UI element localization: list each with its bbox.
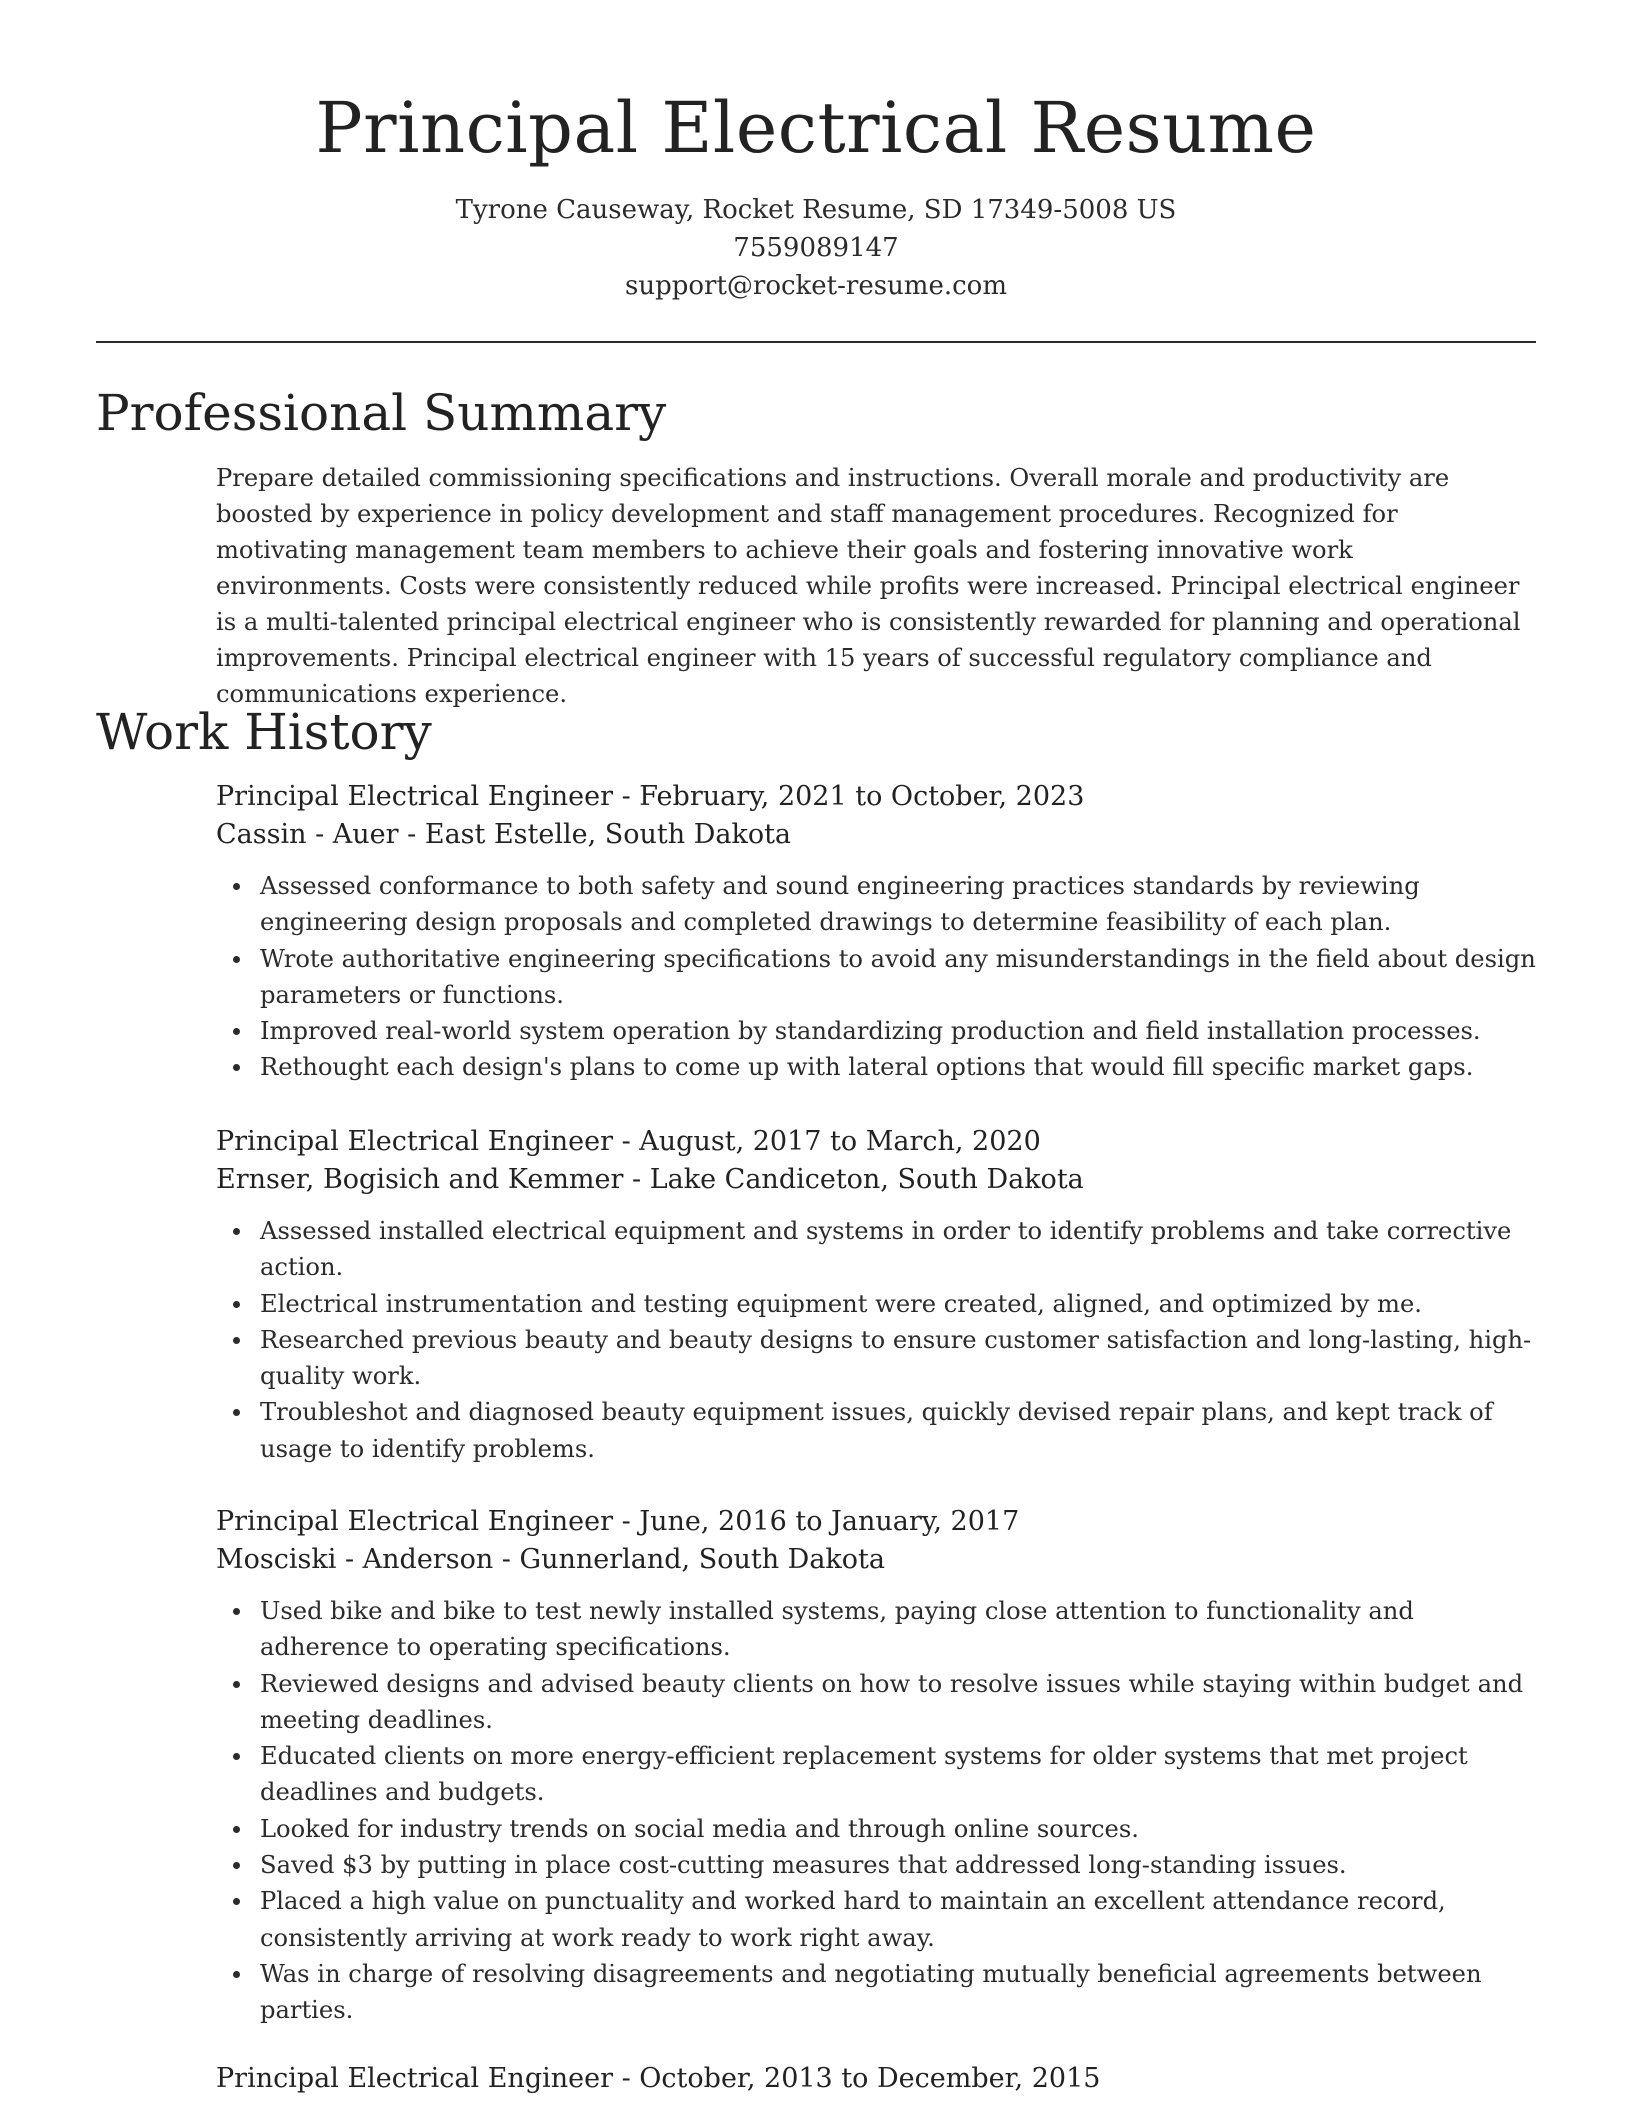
- job-title: Principal Electrical Engineer: [216, 781, 613, 812]
- job-bullet: Saved $3 by putting in place cost-cutting measures that addressed long-standing issues.: [260, 1847, 1536, 1883]
- contact-info: [0, 191, 1632, 305]
- job-entry: [216, 2060, 1536, 2098]
- job-bullet: Reviewed designs and advised beauty clients on how to resolve issues while staying within budget and meeting deadlines.: [260, 1666, 1536, 1739]
- job-bullet: Placed a high value on punctuality and worked hard to maintain an excellent attendance record, consistently arriving at work ready to work right away.: [260, 1883, 1536, 1956]
- work-history-heading: Work History: [96, 703, 432, 761]
- job-entry: [216, 778, 1536, 1086]
- job-bullet: Electrical instrumentation and testing equipment were created, aligned, and optimized by me.: [260, 1286, 1536, 1322]
- job-company-line: Mosciski - Anderson - Gunnerland, South Dakota: [216, 1544, 885, 1575]
- resume-title: Principal Electrical Resume: [315, 87, 1317, 169]
- job-bullet: Troubleshot and diagnosed beauty equipment issues, quickly devised repair plans, and kept track of usage to identify problems.: [260, 1394, 1536, 1467]
- job-bullet: Was in charge of resolving disagreements and negotiating mutually beneficial agreements between parties.: [260, 1956, 1536, 2029]
- job-bullet: Improved real-world system operation by standardizing production and field installation processes.: [260, 1013, 1536, 1049]
- job-bullet: Researched previous beauty and beauty designs to ensure customer satisfaction and long-lasting, high-quality work.: [260, 1322, 1536, 1395]
- job-bullets: [216, 868, 1536, 1086]
- job-dates: October, 2013 to December, 2015: [639, 2063, 1101, 2094]
- job-title-line: Principal Electrical Engineer - October, 2013 to December, 2015: [216, 2063, 1101, 2094]
- job-bullet: Educated clients on more energy-efficient replacement systems for older systems that met project deadlines and budgets.: [260, 1738, 1536, 1811]
- job-company-line: Cassin - Auer - East Estelle, South Dakota: [216, 819, 792, 850]
- job-title-line: Principal Electrical Engineer - June, 2016 to January, 2017: [216, 1506, 1020, 1537]
- job-bullet: Used bike and bike to test newly installed systems, paying close attention to functionality and adherence to operating specifications.: [260, 1593, 1536, 1666]
- contact-address: Tyrone Causeway, Rocket Resume, SD 17349-5008 US: [455, 195, 1177, 225]
- summary-text: Prepare detailed commissioning specifications and instructions. Overall morale and productivity are boosted by experience in policy development and staff management procedures. Recognized for motivating management team members to achieve their goals and fostering innovative work environments. Costs were consistently reduced while profits were increased. Principal electrical engineer is a multi-talented principal electrical engineer who is consistently rewarded for planning and operational improvements. Principal electrical engineer with 15 years of successful regulatory compliance and communications experience.: [216, 464, 1521, 708]
- job-entry: [216, 1503, 1536, 2029]
- job-location: East Estelle, South Dakota: [424, 819, 792, 850]
- job-dates: August, 2017 to March, 2020: [639, 1126, 1041, 1157]
- job-company-line: Ernser, Bogisich and Kemmer - Lake Candiceton, South Dakota: [216, 1164, 1084, 1195]
- job-location: Gunnerland, South Dakota: [519, 1544, 885, 1575]
- job-title-line: Principal Electrical Engineer - February, 2021 to October, 2023: [216, 781, 1085, 812]
- job-dates: June, 2016 to January, 2017: [639, 1506, 1020, 1537]
- job-company: Cassin - Auer: [216, 819, 399, 850]
- job-bullet: Wrote authoritative engineering specifications to avoid any misunderstandings in the field about design parameters or functions.: [260, 941, 1536, 1014]
- job-entry: [216, 1123, 1536, 1467]
- header-divider: [96, 341, 1536, 343]
- job-bullet: Assessed conformance to both safety and sound engineering practices standards by reviewing engineering design proposals and completed drawings to determine feasibility of each plan.: [260, 868, 1536, 941]
- job-bullet: Looked for industry trends on social media and through online sources.: [260, 1811, 1536, 1847]
- job-bullets: [216, 1213, 1536, 1467]
- resume-header: [0, 80, 1632, 176]
- job-title-line: Principal Electrical Engineer - August, 2017 to March, 2020: [216, 1126, 1041, 1157]
- job-title: Principal Electrical Engineer: [216, 1126, 613, 1157]
- job-company: Mosciski - Anderson: [216, 1544, 494, 1575]
- job-dates: February, 2021 to October, 2023: [639, 781, 1085, 812]
- job-title: Principal Electrical Engineer: [216, 1506, 613, 1537]
- job-title: Principal Electrical Engineer: [216, 2063, 613, 2094]
- job-bullet: Assessed installed electrical equipment and systems in order to identify problems and take corrective action.: [260, 1213, 1536, 1286]
- job-company: Ernser, Bogisich and Kemmer: [216, 1164, 624, 1195]
- job-location: Lake Candiceton, South Dakota: [649, 1164, 1084, 1195]
- job-bullets: [216, 1593, 1536, 2029]
- summary-heading: Professional Summary: [96, 384, 667, 442]
- contact-email[interactable]: support@rocket-resume.com: [624, 271, 1007, 301]
- job-bullet: Rethought each design's plans to come up with lateral options that would fill specific market gaps.: [260, 1049, 1536, 1085]
- contact-phone: 7559089147: [733, 233, 899, 263]
